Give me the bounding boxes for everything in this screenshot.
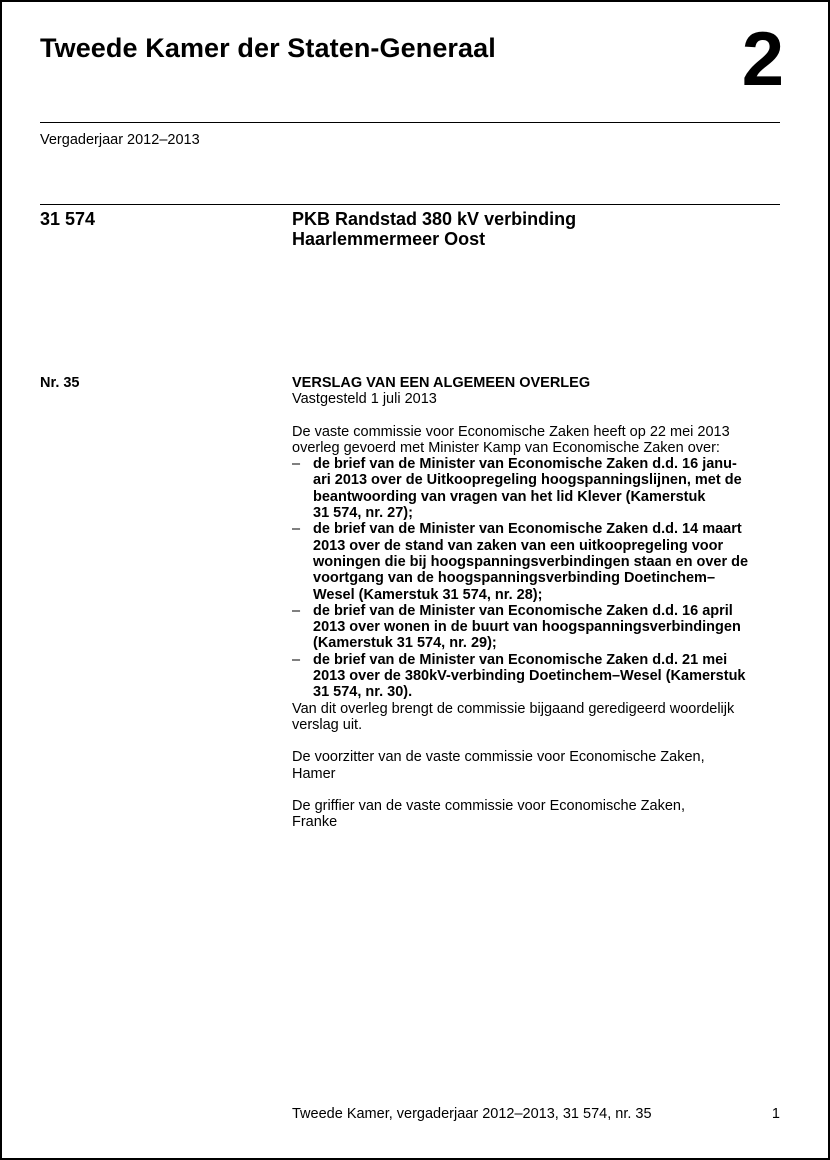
outro-line: Van dit overleg brengt de commissie bijgaand geredigeerd woordelijk (292, 700, 735, 717)
list-line: 2013 over de 380kV-verbinding Doetinchem–Wesel (Kamerstuk (313, 668, 746, 685)
footer-reference: Tweede Kamer, vergaderjaar 2012–2013, 31 574, nr. 35 (292, 1106, 652, 1122)
header-rule (40, 122, 780, 123)
list-dash: – (292, 602, 301, 619)
session-year: Vergaderjaar 2012–2013 (40, 132, 200, 148)
dossier-rule (40, 204, 780, 205)
document-number: Nr. 35 (40, 375, 80, 391)
list-line: (Kamerstuk 31 574, nr. 29); (313, 635, 497, 652)
list-line: Wesel (Kamerstuk 31 574, nr. 28); (313, 586, 543, 603)
chamber-title: Tweede Kamer der Staten-Generaal (40, 33, 496, 63)
chamber-number: 2 (741, 17, 784, 102)
intro-line: De vaste commissie voor Economische Zaken heeft op 22 mei 2013 (292, 423, 730, 440)
document-date: Vastgesteld 1 juli 2013 (292, 391, 437, 408)
dossier-title-line: PKB Randstad 380 kV verbinding (292, 209, 577, 229)
list-item (292, 521, 782, 602)
dossier-title (292, 209, 576, 249)
list-dash: – (292, 651, 301, 668)
list-line: 2013 over wonen in de buurt van hoogspanningsverbindingen (313, 619, 741, 636)
dossier-title-line: Haarlemmermeer Oost (292, 229, 486, 249)
intro-line: overleg gevoerd met Minister Kamp van Economische Zaken over: (292, 439, 720, 456)
list-dash: – (292, 521, 301, 538)
list-line: 31 574, nr. 27); (313, 505, 413, 522)
list-dash: – (292, 456, 301, 473)
list-line: voortgang van de hoogspanningsverbinding Doetinchem– (313, 570, 716, 587)
list-item (292, 652, 782, 701)
list-item (292, 456, 782, 521)
clerk-role: De griffier van de vaste commissie voor Economische Zaken, (292, 797, 686, 814)
list-line: 31 574, nr. 30). (313, 684, 413, 701)
clerk-name: Franke (292, 814, 338, 831)
chair-role: De voorzitter van de vaste commissie voor Economische Zaken, (292, 749, 705, 766)
list-item (292, 603, 782, 652)
list-line: beantwoording van vragen van het lid Klever (Kamerstuk (313, 488, 706, 505)
list-line: 2013 over de stand van zaken van een uitkoopregeling voor (313, 537, 724, 554)
chair-name: Hamer (292, 765, 336, 782)
page-number: 1 (771, 1106, 780, 1122)
outro-line: verslag uit. (292, 716, 363, 733)
document-heading: VERSLAG VAN EEN ALGEMEEN OVERLEG (292, 375, 591, 391)
list-line: de brief van de Minister van Economische Zaken d.d. 14 maart (313, 521, 742, 538)
list-line: de brief van de Minister van Economische Zaken d.d. 16 april (313, 602, 733, 619)
agenda-list (292, 456, 782, 700)
dossier-number: 31 574 (40, 209, 96, 229)
list-line: woningen die bij hoogspanningsverbindingen staan en over de (313, 553, 749, 570)
list-line: de brief van de Minister van Economische Zaken d.d. 21 mei (313, 651, 728, 668)
list-line: de brief van de Minister van Economische Zaken d.d. 16 janu- (313, 456, 737, 473)
list-line: ari 2013 over de Uitkoopregeling hoogspanningslijnen, met de (313, 472, 742, 489)
document-body (292, 375, 782, 830)
